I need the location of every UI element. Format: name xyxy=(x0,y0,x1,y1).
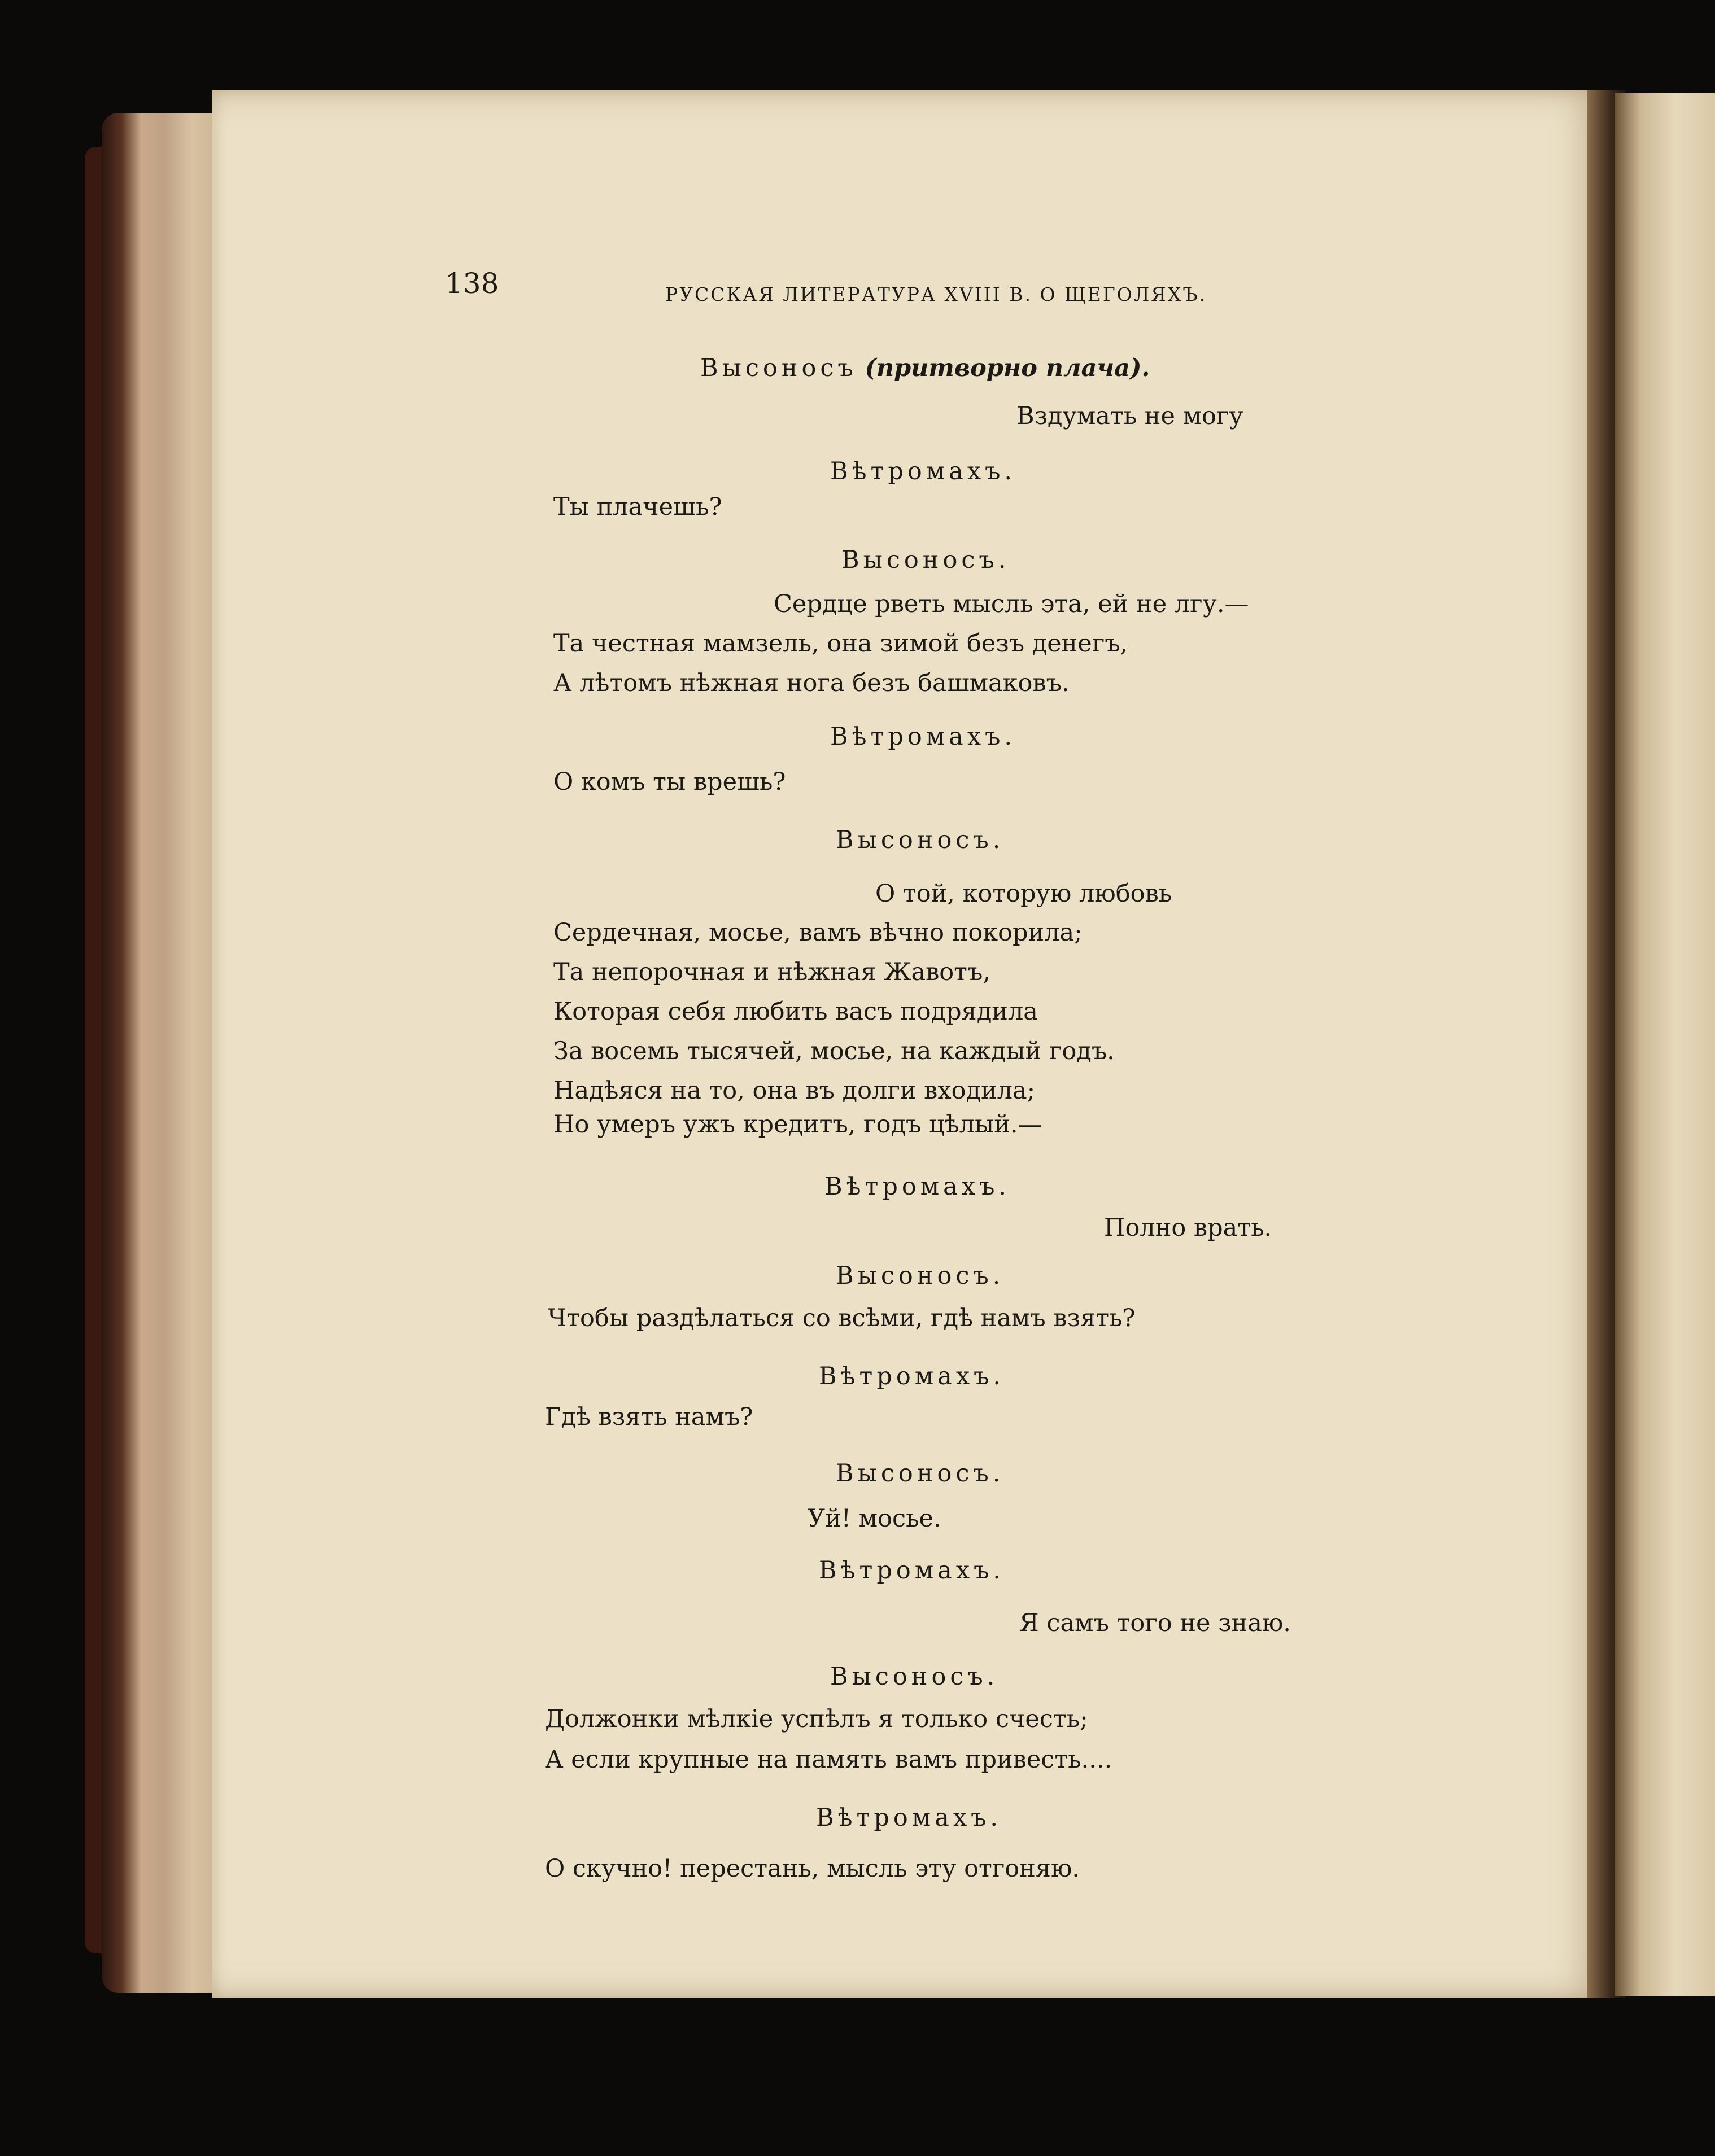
verse-line: Которая себя любить васъ подрядила xyxy=(553,998,1038,1026)
verse-line: Я самъ того не знаю. xyxy=(1019,1609,1291,1637)
verse-line: Сердце рветь мысль эта, ей не лгу.— xyxy=(774,590,1249,618)
page-number: 138 xyxy=(445,267,499,300)
speaker-name: Высоносъ. xyxy=(836,1459,1005,1488)
verse-line: Та честная мамзель, она зимой безъ денегъ, xyxy=(553,629,1128,658)
verse-line: Полно врать. xyxy=(1104,1214,1272,1242)
verse-line: Гдѣ взять намъ? xyxy=(545,1403,753,1431)
speaker-name: Высоносъ. xyxy=(836,826,1005,854)
speaker-name: Вѣтромахъ. xyxy=(830,723,1016,751)
running-title: РУССКАЯ ЛИТЕРАТУРА XVIII В. О ЩЕГОЛЯХЪ. xyxy=(665,283,1207,305)
verse-line: Должонки мѣлкіе успѣлъ я только счесть; xyxy=(545,1705,1088,1733)
speaker-line xyxy=(700,351,1150,385)
verse-line: А лѣтомъ нѣжная нога безъ башмаковъ. xyxy=(553,669,1070,697)
speaker-name: Вѣтромахъ. xyxy=(819,1556,1005,1585)
verse-line: Уй! мосье. xyxy=(808,1505,941,1533)
stage-direction: (притворно плача). xyxy=(865,354,1150,382)
verse-line: О комъ ты врешь? xyxy=(553,768,786,796)
verse-line: А если крупные на память вамъ привесть.... xyxy=(545,1746,1112,1774)
speaker-name: Высоносъ xyxy=(700,354,857,382)
verse-line: О скучно! перестань, мысль эту отгоняю. xyxy=(545,1855,1080,1883)
verse-line: Чтобы раздѣлаться со всѣми, гдѣ намъ взять? xyxy=(548,1304,1136,1332)
speaker-name: Вѣтромахъ. xyxy=(819,1362,1005,1390)
verse-line: Ты плачешь? xyxy=(553,493,722,521)
verse-line: Сердечная, мосье, вамъ вѣчно покорила; xyxy=(553,919,1083,947)
verse-line: Но умеръ ужъ кредитъ, годъ цѣлый.— xyxy=(553,1110,1042,1139)
verse-line: Вздумать не могу xyxy=(1016,402,1243,430)
verse-line: О той, которую любовь xyxy=(875,880,1172,908)
speaker-name: Вѣтромахъ. xyxy=(830,457,1016,486)
speaker-name: Высоносъ. xyxy=(841,546,1010,574)
speaker-name: Высоносъ. xyxy=(830,1663,999,1691)
verse-line: Надѣяся на то, она въ долги входила; xyxy=(553,1077,1036,1105)
speaker-name: Вѣтромахъ. xyxy=(824,1173,1011,1201)
speaker-name: Вѣтромахъ. xyxy=(816,1804,1002,1832)
verse-line: За восемь тысячей, мосье, на каждый годъ. xyxy=(553,1037,1115,1065)
verse-line: Та непорочная и нѣжная Жавотъ, xyxy=(553,958,990,986)
speaker-name: Высоносъ. xyxy=(836,1262,1005,1290)
